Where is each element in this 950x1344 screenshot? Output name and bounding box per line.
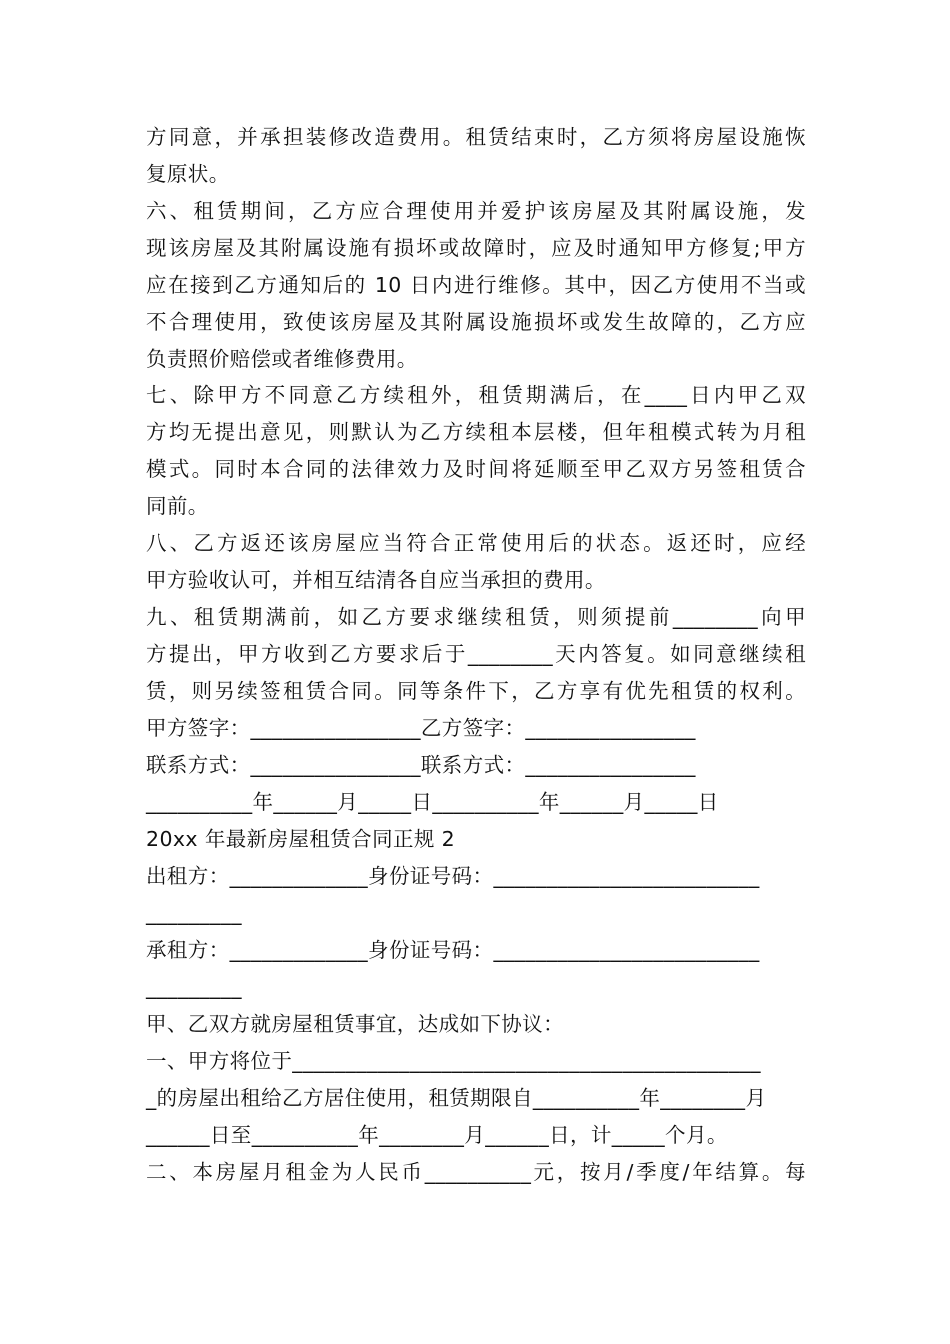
text-line: 现该房屋及其附属设施有损坏或故障时，应及时通知甲方修复;甲方 (146, 236, 806, 260)
text-line: _的房屋出租给乙方居住使用，租赁期限自__________年________月 (146, 1086, 767, 1110)
text-line: 方均无提出意见，则默认为乙方续租本层楼，但年租模式转为月租 (146, 420, 806, 444)
text-line: ______日至__________年________月______日，计_____个月。 (146, 1123, 728, 1147)
text-line: 应在接到乙方通知后的 10 日内进行维修。其中，因乙方使用不当或 (146, 273, 806, 297)
text-line: 一、甲方将位于____________________________________________ (146, 1049, 761, 1073)
contact-line: 联系方式：________________联系方式：________________ (146, 753, 696, 777)
text-line: 甲、乙双方就房屋租赁事宜，达成如下协议： (146, 1012, 564, 1036)
signature-line: 甲方签字：________________乙方签字：________________ (146, 716, 696, 740)
text-line: _________ (146, 975, 242, 999)
text-line: 模式。同时本合同的法律效力及时间将延顺至甲乙双方另签租赁合 (146, 457, 806, 481)
text-line: 九、租赁期满前，如乙方要求继续租赁，则须提前________向甲 (146, 605, 806, 629)
date-line: __________年______月_____日__________年______月_____日 (146, 790, 719, 814)
text-line: 六、租赁期间，乙方应合理使用并爱护该房屋及其附属设施，发 (146, 199, 806, 223)
text-line: 同前。 (146, 494, 209, 518)
text-line: 复原状。 (146, 162, 230, 186)
lessor-line: 出租方：_____________身份证号码：_________________________ (146, 864, 760, 888)
text-line: 方同意，并承担装修改造费用。租赁结束时，乙方须将房屋设施恢 (146, 125, 806, 149)
text-line: 方提出，甲方收到乙方要求后于________天内答复。如同意继续租 (146, 642, 806, 666)
lessee-line: 承租方：_____________身份证号码：_________________________ (146, 938, 760, 962)
text-line: 负责照价赔偿或者维修费用。 (146, 347, 418, 371)
section-title: 20xx 年最新房屋租赁合同正规 2 (146, 827, 456, 851)
text-line: 不合理使用，致使该房屋及其附属设施损坏或发生故障的，乙方应 (146, 310, 806, 334)
text-line: _________ (146, 901, 242, 925)
text-line: 赁，则另续签租赁合同。同等条件下，乙方享有优先租赁的权利。 (146, 679, 806, 703)
text-line: 二、本房屋月租金为人民币__________元，按月/季度/年结算。每 (146, 1160, 806, 1184)
text-line: 八、乙方返还该房屋应当符合正常使用后的状态。返还时，应经 (146, 531, 806, 555)
text-line: 七、除甲方不同意乙方续租外，租赁期满后，在____日内甲乙双 (146, 383, 806, 407)
text-line: 甲方验收认可，并相互结清各自应当承担的费用。 (146, 568, 606, 592)
